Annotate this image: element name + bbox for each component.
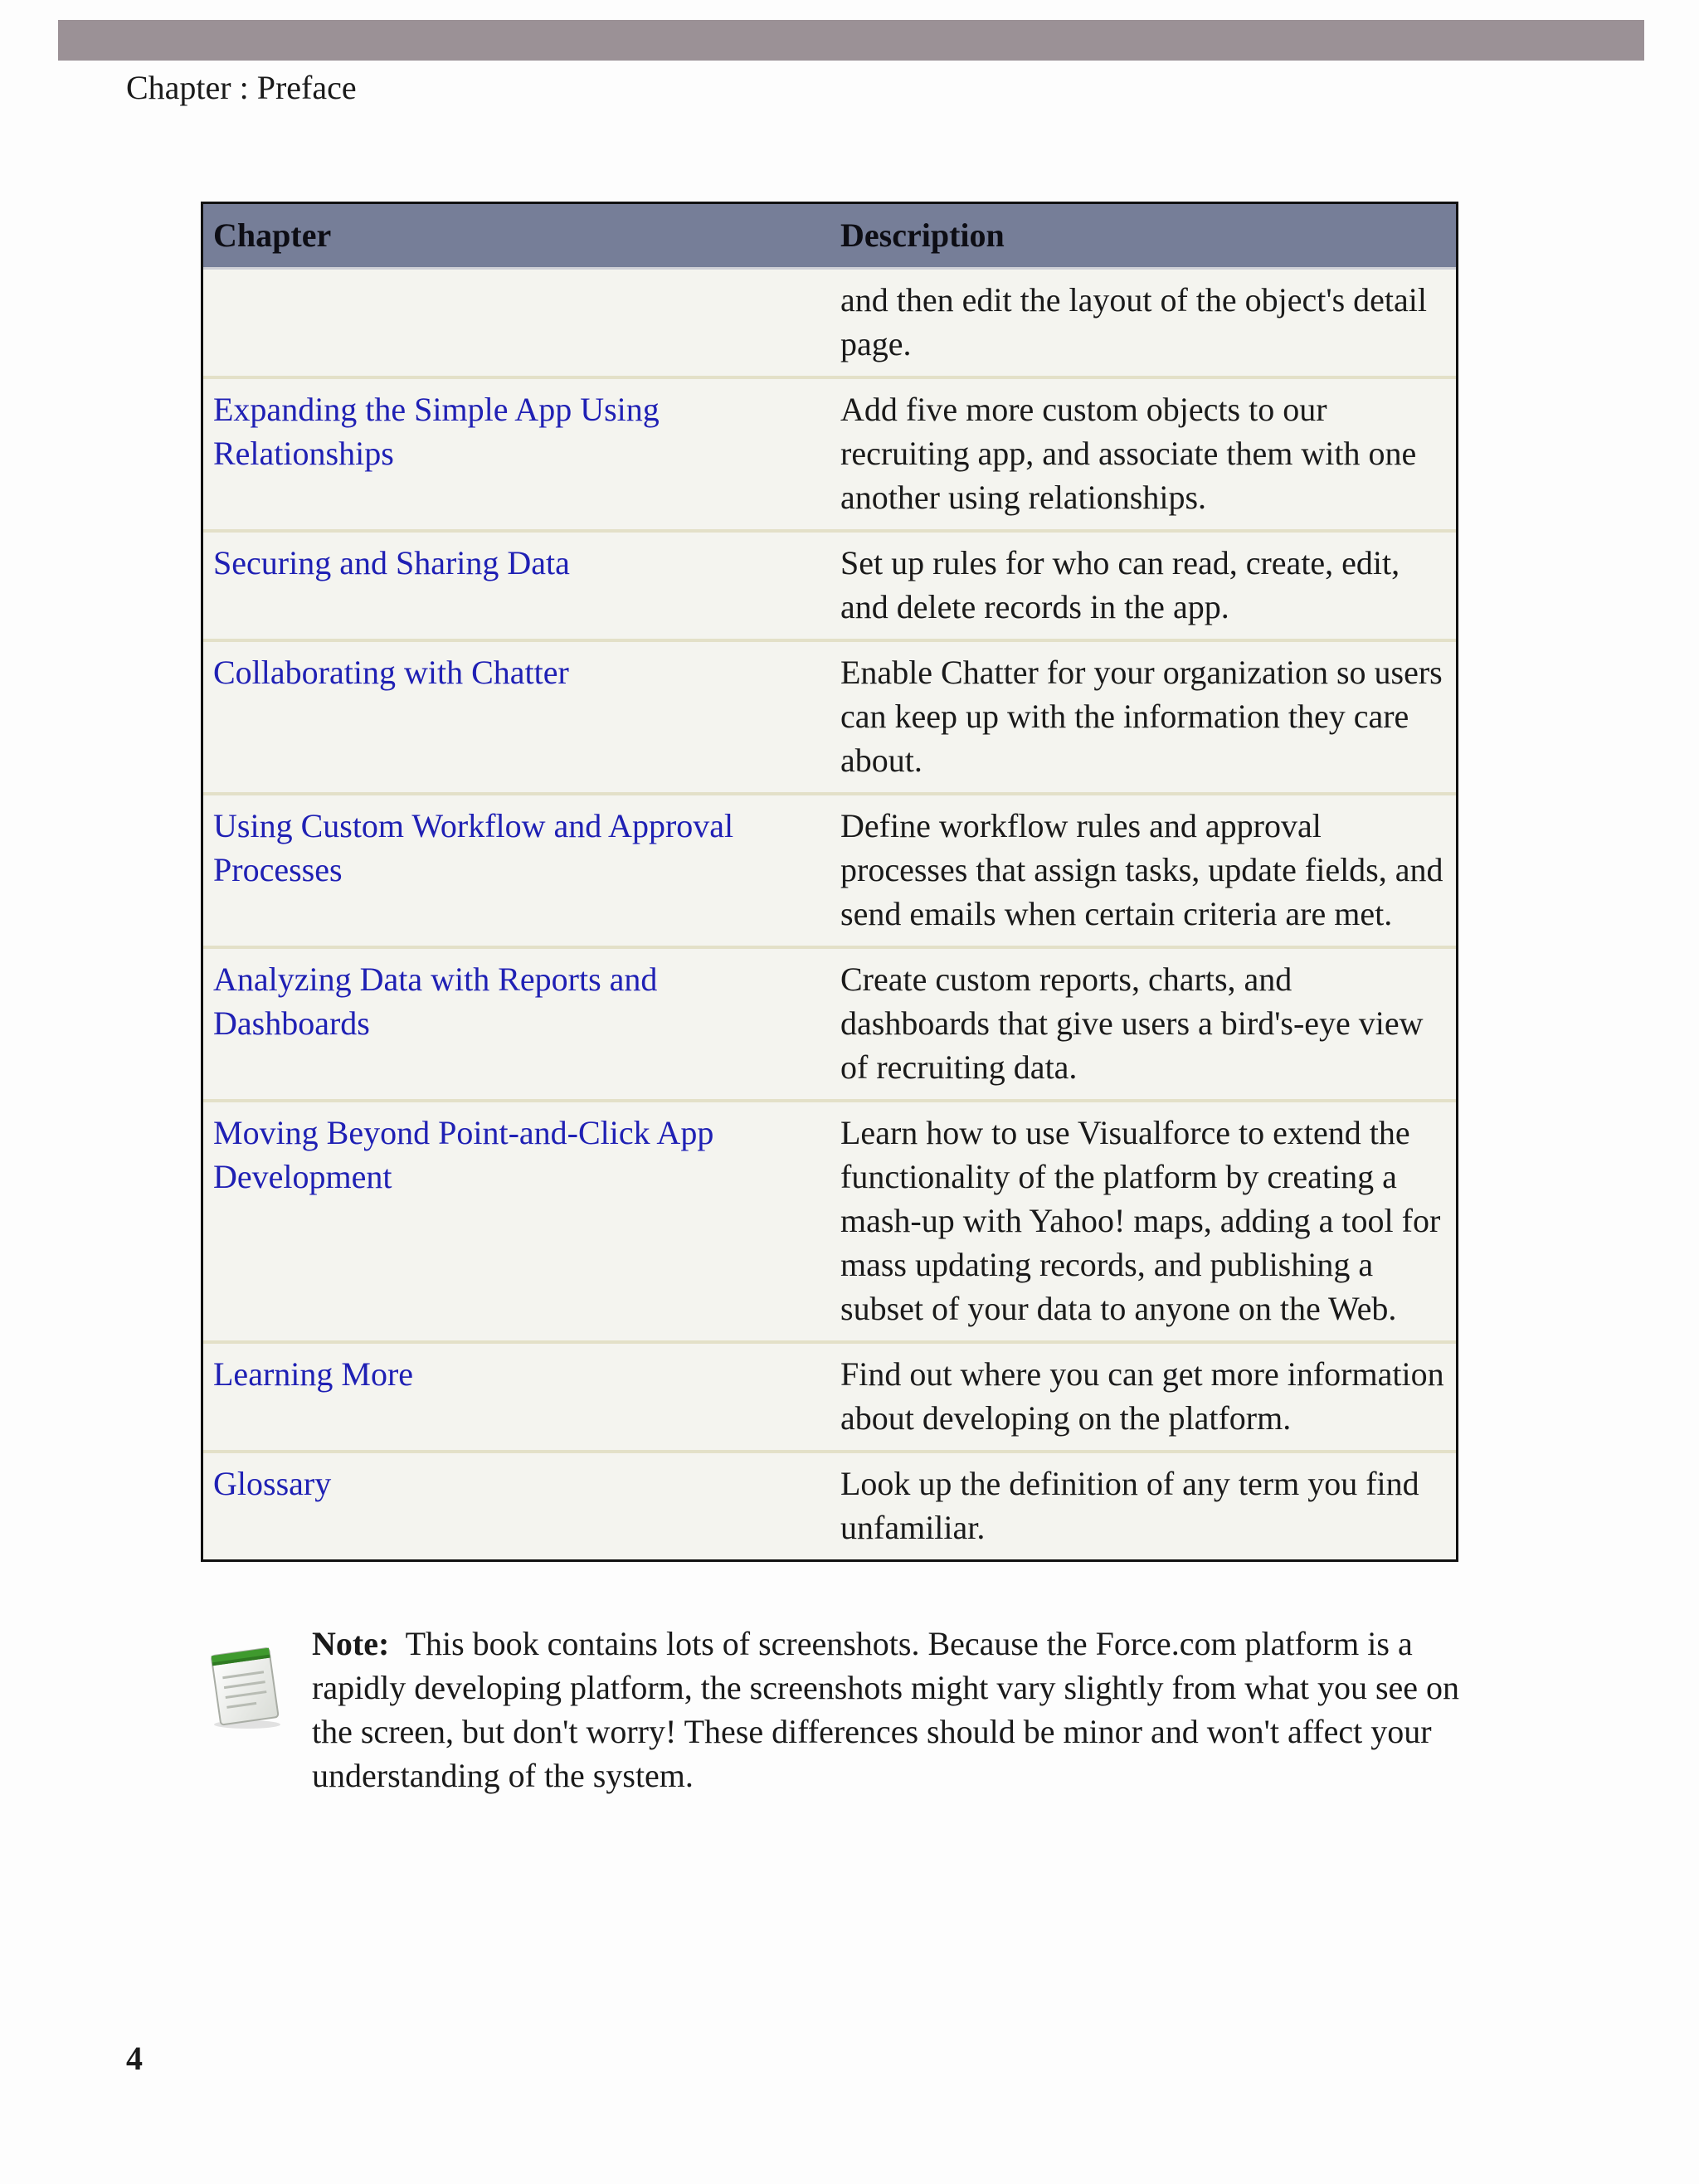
chapter-cell bbox=[203, 1452, 830, 1559]
chapter-link[interactable]: Glossary bbox=[213, 1465, 332, 1502]
chapter-cell bbox=[203, 269, 830, 378]
table-row bbox=[203, 377, 1456, 531]
description-cell: Enable Chatter for your organization so users can keep up with the information they care about. bbox=[830, 640, 1456, 794]
chapter-table-grid bbox=[203, 204, 1456, 1559]
chapter-link[interactable]: Moving Beyond Point-and-Click App Development bbox=[213, 1114, 714, 1195]
chapter-cell bbox=[203, 377, 830, 531]
chapter-link[interactable]: Securing and Sharing Data bbox=[213, 544, 570, 581]
table-row bbox=[203, 640, 1456, 794]
column-header-chapter: Chapter bbox=[203, 204, 830, 269]
table-row bbox=[203, 531, 1456, 640]
chapter-link[interactable]: Collaborating with Chatter bbox=[213, 654, 569, 691]
table-row bbox=[203, 269, 1456, 378]
chapter-link[interactable]: Analyzing Data with Reports and Dashboards bbox=[213, 961, 658, 1042]
description-cell: Find out where you can get more information about developing on the platform. bbox=[830, 1342, 1456, 1452]
description-cell: Create custom reports, charts, and dashboards that give users a bird's-eye view of recruiting data. bbox=[830, 947, 1456, 1101]
note-body: This book contains lots of screenshots. Because the Force.com platform is a rapidly developing platform, the screenshots might vary slightly from what you see on the screen, but don't worry! These differences should be minor and won't affect your understanding of the system. bbox=[312, 1625, 1460, 1794]
description-cell: Define workflow rules and approval processes that assign tasks, update fields, and send emails when certain criteria are met. bbox=[830, 794, 1456, 947]
header-bar bbox=[58, 20, 1644, 61]
description-cell: Look up the definition of any term you find unfamiliar. bbox=[840, 1465, 1419, 1546]
table-row bbox=[203, 947, 1456, 1101]
running-header: Chapter : Preface bbox=[126, 69, 357, 106]
page-number: 4 bbox=[126, 2040, 143, 2077]
table-row bbox=[203, 1452, 1456, 1559]
chapter-link[interactable]: Learning More bbox=[213, 1355, 414, 1393]
table-header-row bbox=[203, 204, 1456, 269]
chapter-table bbox=[201, 202, 1458, 1562]
chapter-cell bbox=[203, 794, 830, 947]
description-cell: and then edit the layout of the object's detail page. bbox=[830, 269, 1456, 378]
table-row bbox=[203, 794, 1456, 947]
note-icon bbox=[204, 1640, 287, 1731]
chapter-cell bbox=[203, 640, 830, 794]
chapter-cell bbox=[203, 1101, 830, 1342]
chapter-cell bbox=[203, 1342, 830, 1452]
note-label: Note: bbox=[312, 1625, 390, 1662]
table-row bbox=[203, 1342, 1456, 1452]
chapter-link[interactable]: Using Custom Workflow and Approval Processes bbox=[213, 807, 734, 888]
description-cell: Set up rules for who can read, create, edit, and delete records in the app. bbox=[830, 531, 1456, 640]
table-row bbox=[203, 1101, 1456, 1342]
note-text bbox=[312, 1622, 1467, 1797]
description-cell: Learn how to use Visualforce to extend the functionality of the platform by creating a mash-up with Yahoo! maps, adding a tool for mass updating records, and publishing a subset of your data to anyone on the Web. bbox=[830, 1101, 1456, 1342]
chapter-cell bbox=[203, 947, 830, 1101]
column-header-description: Description bbox=[830, 204, 1456, 269]
chapter-cell bbox=[203, 531, 830, 640]
description-cell: Add five more custom objects to our recruiting app, and associate them with one another using relationships. bbox=[830, 377, 1456, 531]
chapter-link[interactable]: Expanding the Simple App Using Relationships bbox=[213, 391, 660, 472]
